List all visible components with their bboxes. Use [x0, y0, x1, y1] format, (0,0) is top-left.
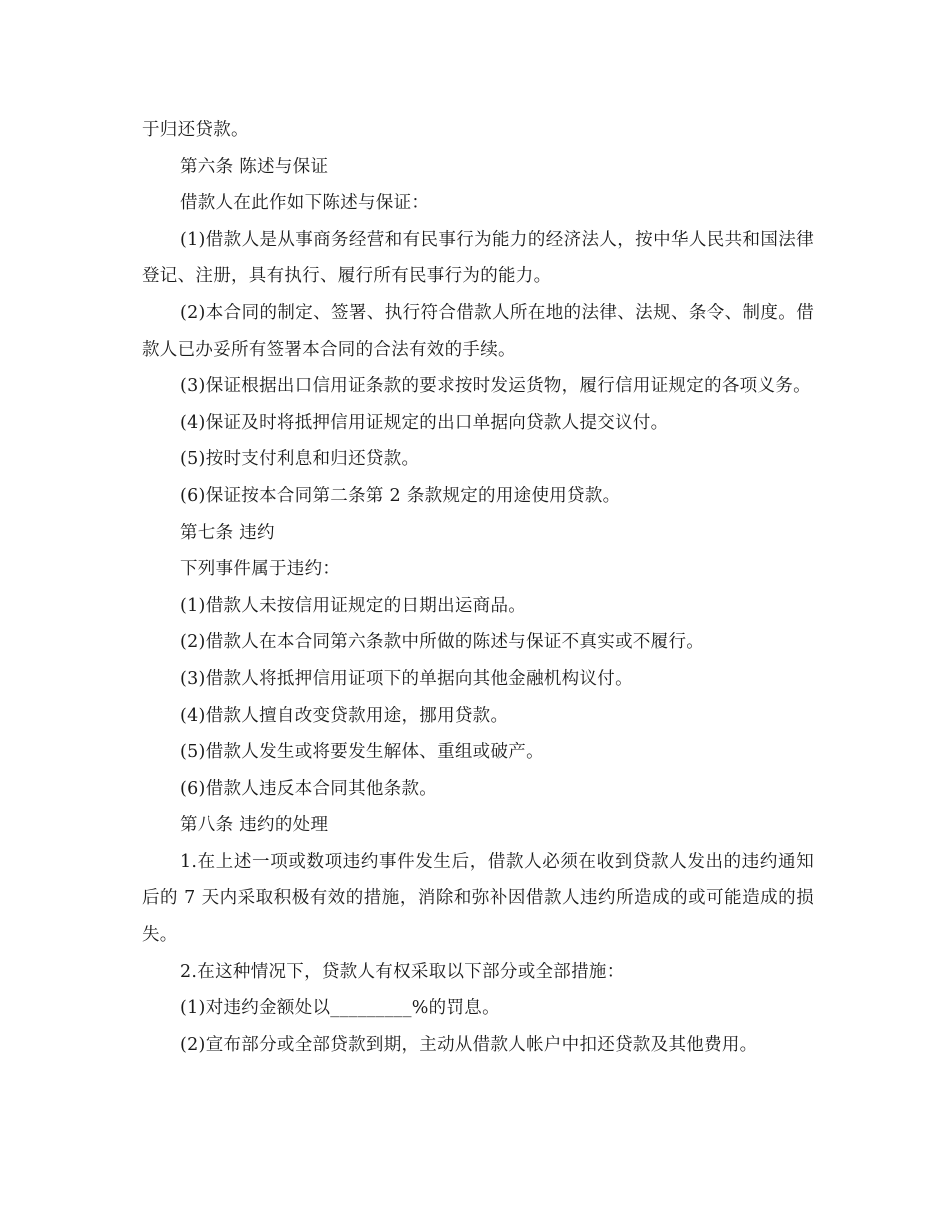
list-item: (3)借款人将抵押信用证项下的单据向其他金融机构议付。 [180, 668, 633, 689]
list-item: (5)借款人发生或将要发生解体、重组或破产。 [180, 742, 544, 763]
section-heading-article-8: 第八条 违约的处理 [180, 815, 329, 836]
list-item: (1)借款人是从事商务经营和有民事行为能力的经济法人，按中华人民共和国法律登记、注册，具有执行、履行所有民事行为的能力。 [142, 229, 814, 287]
list-item: (2)宣布部分或全部贷款到期，主动从借款人帐户中扣还贷款及其他费用。 [180, 1034, 758, 1055]
paragraph: 借款人在此作如下陈述与保证： [180, 193, 430, 214]
paragraph: 于归还贷款。 [142, 120, 249, 140]
list-item: (1)对违约金额处以_________%的罚息。 [180, 998, 500, 1019]
list-item: (4)借款人擅自改变贷款用途，挪用贷款。 [180, 705, 509, 726]
list-item: (3)保证根据出口信用证条款的要求按时发运货物，履行信用证规定的各项义务。 [180, 376, 811, 397]
document-body [142, 112, 814, 1063]
list-item: (1)借款人未按信用证规定的日期出运商品。 [180, 595, 527, 616]
list-item: (2)借款人在本合同第六条款中所做的陈述与保证不真实或不履行。 [180, 632, 705, 653]
paragraph: 2.在这种情况下，贷款人有权采取以下部分或全部措施： [180, 961, 625, 982]
paragraph: 下列事件属于违约： [180, 559, 341, 580]
list-item: (5)按时支付利息和归还贷款。 [180, 449, 420, 470]
list-item: (6)保证按本合同第二条第 2 条款规定的用途使用贷款。 [180, 485, 621, 506]
section-heading-article-7: 第七条 违约 [180, 522, 275, 543]
list-item: (2)本合同的制定、签署、执行符合借款人所在地的法律、法规、条令、制度。借款人已办妥所有签署本合同的合法有效的手续。 [142, 302, 814, 360]
paragraph: 1.在上述一项或数项违约事件发生后，借款人必须在收到贷款人发出的违约通知后的 7 天内采取积极有效的措施，消除和弥补因借款人违约所造成的或可能造成的损失。 [142, 851, 814, 946]
list-item: (6)借款人违反本合同其他条款。 [180, 778, 438, 799]
list-item: (4)保证及时将抵押信用证规定的出口单据向贷款人提交议付。 [180, 412, 669, 433]
section-heading-article-6: 第六条 陈述与保证 [180, 156, 329, 177]
